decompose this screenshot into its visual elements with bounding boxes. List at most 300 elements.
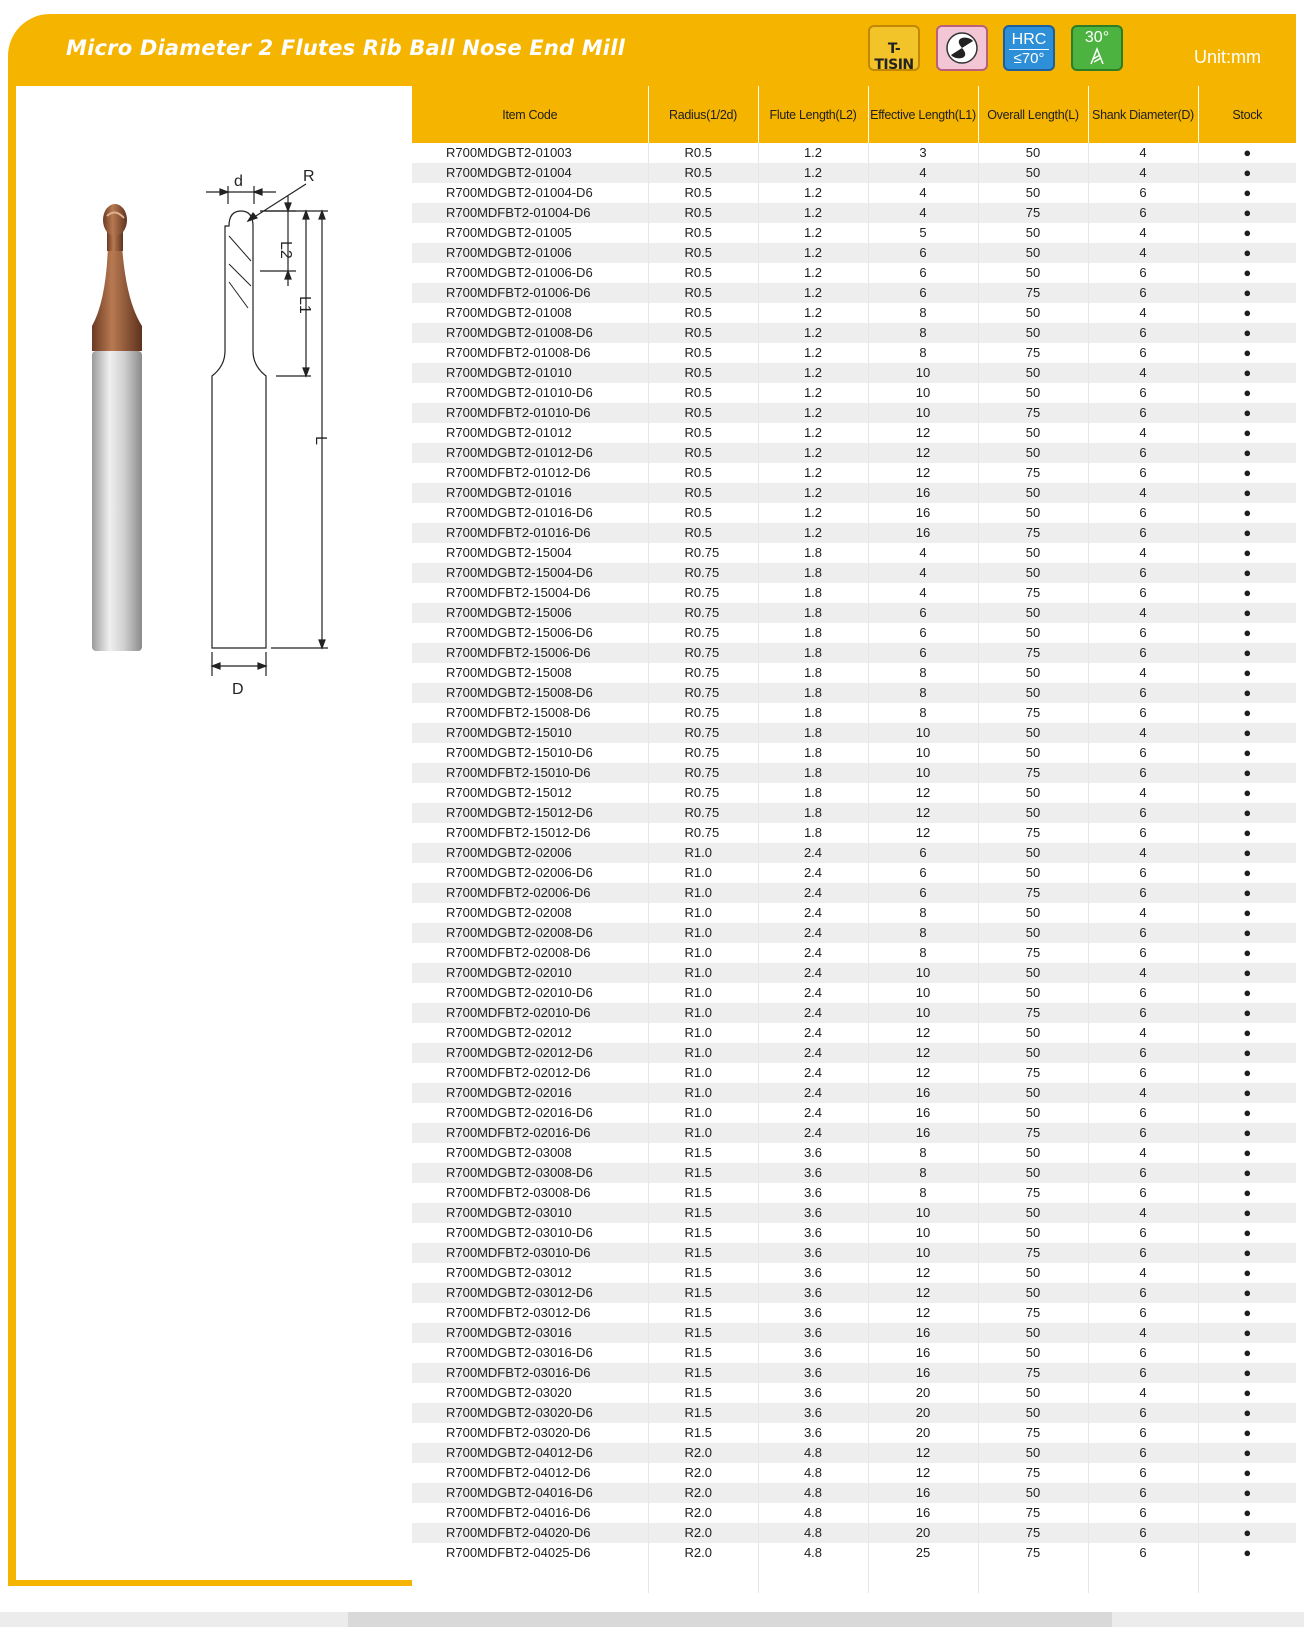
stock-dot-icon: ● — [1198, 483, 1296, 503]
cell-item-code: R700MDGBT2-01005 — [412, 223, 648, 243]
cell-shank-diameter: 6 — [1088, 403, 1198, 423]
dim-d-shank-label: D — [232, 681, 244, 698]
cell-shank-diameter: 6 — [1088, 463, 1198, 483]
cell-shank-diameter: 4 — [1088, 423, 1198, 443]
cell-flute-length: 1.8 — [758, 623, 868, 643]
cell-overall-length: 50 — [978, 183, 1088, 203]
cell-shank-diameter: 4 — [1088, 1203, 1198, 1223]
cell-shank-diameter: 4 — [1088, 223, 1198, 243]
cell-shank-diameter: 4 — [1088, 903, 1198, 923]
cell-radius: R2.0 — [648, 1523, 758, 1543]
cell-radius: R0.5 — [648, 383, 758, 403]
stock-dot-icon: ● — [1198, 1163, 1296, 1183]
cell-flute-length: 1.2 — [758, 383, 868, 403]
col-overall-length: Overall Length(L) — [978, 86, 1088, 143]
cell-shank-diameter: 6 — [1088, 683, 1198, 703]
cell-overall-length: 50 — [978, 1103, 1088, 1123]
cell-shank-diameter: 6 — [1088, 1043, 1198, 1063]
cell-effective-length: 16 — [868, 503, 978, 523]
cell-radius: R1.0 — [648, 1063, 758, 1083]
cell-radius: R1.5 — [648, 1403, 758, 1423]
cell-effective-length: 6 — [868, 623, 978, 643]
cell-item-code: R700MDFBT2-01010-D6 — [412, 403, 648, 423]
cell-item-code: R700MDFBT2-03012-D6 — [412, 1303, 648, 1323]
table-row — [412, 263, 1296, 283]
cell-effective-length: 5 — [868, 223, 978, 243]
cell-overall-length: 50 — [978, 243, 1088, 263]
cell-flute-length: 1.2 — [758, 483, 868, 503]
cell-shank-diameter: 6 — [1088, 763, 1198, 783]
cell-flute-length: 3.6 — [758, 1343, 868, 1363]
stock-dot-icon: ● — [1198, 203, 1296, 223]
cell-effective-length: 8 — [868, 663, 978, 683]
cell-effective-length: 6 — [868, 603, 978, 623]
cell-effective-length: 10 — [868, 1223, 978, 1243]
stock-dot-icon: ● — [1198, 743, 1296, 763]
stock-dot-icon: ● — [1198, 503, 1296, 523]
stock-dot-icon: ● — [1198, 1443, 1296, 1463]
cell-radius: R0.75 — [648, 763, 758, 783]
cell-radius: R0.75 — [648, 603, 758, 623]
page-title: Micro Diameter 2 Flutes Rib Ball Nose End Mill — [66, 36, 626, 60]
cell-overall-length: 50 — [978, 143, 1088, 163]
cell-shank-diameter: 4 — [1088, 1383, 1198, 1403]
cell-overall-length: 50 — [978, 1143, 1088, 1163]
cell-overall-length: 50 — [978, 743, 1088, 763]
stock-dot-icon: ● — [1198, 803, 1296, 823]
cell-item-code: R700MDGBT2-02006-D6 — [412, 863, 648, 883]
cell-item-code: R700MDGBT2-15006-D6 — [412, 623, 648, 643]
cell-effective-length: 10 — [868, 383, 978, 403]
cell-item-code: R700MDGBT2-03008 — [412, 1143, 648, 1163]
cell-flute-length: 2.4 — [758, 983, 868, 1003]
cell-effective-length: 12 — [868, 1263, 978, 1283]
cell-item-code: R700MDGBT2-15008 — [412, 663, 648, 683]
cell-effective-length: 8 — [868, 1183, 978, 1203]
cell-flute-length: 3.6 — [758, 1423, 868, 1443]
cell-overall-length: 50 — [978, 503, 1088, 523]
cell-flute-length: 1.8 — [758, 643, 868, 663]
table-row — [412, 1123, 1296, 1143]
cell-overall-length: 50 — [978, 903, 1088, 923]
cell-overall-length: 75 — [978, 343, 1088, 363]
cell-radius: R1.0 — [648, 1023, 758, 1043]
stock-dot-icon: ● — [1198, 323, 1296, 343]
cell-effective-length: 16 — [868, 1503, 978, 1523]
cell-overall-length: 50 — [978, 483, 1088, 503]
cell-overall-length: 50 — [978, 683, 1088, 703]
cell-flute-length: 3.6 — [758, 1143, 868, 1163]
cell-shank-diameter: 6 — [1088, 1543, 1198, 1563]
table-row — [412, 983, 1296, 1003]
cell-overall-length: 50 — [978, 623, 1088, 643]
cell-radius: R1.5 — [648, 1223, 758, 1243]
cell-item-code: R700MDGBT2-02006 — [412, 843, 648, 863]
cell-overall-length: 50 — [978, 263, 1088, 283]
hardness-bottom: ≤70° — [1009, 49, 1049, 67]
specification-table — [412, 86, 1296, 1593]
cell-shank-diameter: 6 — [1088, 743, 1198, 763]
filler-cell — [868, 1563, 978, 1593]
cell-radius: R0.5 — [648, 363, 758, 383]
table-row — [412, 323, 1296, 343]
table-row — [412, 483, 1296, 503]
hardness-badge — [1003, 25, 1055, 71]
cell-overall-length: 50 — [978, 563, 1088, 583]
cell-effective-length: 8 — [868, 1143, 978, 1163]
cell-overall-length: 75 — [978, 1183, 1088, 1203]
cell-flute-length: 4.8 — [758, 1503, 868, 1523]
cell-flute-length: 1.2 — [758, 403, 868, 423]
cell-item-code: R700MDFBT2-04012-D6 — [412, 1463, 648, 1483]
cell-item-code: R700MDGBT2-03010-D6 — [412, 1223, 648, 1243]
cell-radius: R1.0 — [648, 883, 758, 903]
table-row — [412, 563, 1296, 583]
cell-effective-length: 3 — [868, 143, 978, 163]
cell-overall-length: 75 — [978, 523, 1088, 543]
cell-item-code: R700MDGBT2-15012 — [412, 783, 648, 803]
cell-item-code: R700MDGBT2-02016 — [412, 1083, 648, 1103]
cell-flute-length: 4.8 — [758, 1523, 868, 1543]
cell-overall-length: 75 — [978, 1123, 1088, 1143]
cell-flute-length: 1.2 — [758, 203, 868, 223]
dim-l1-label: L1 — [296, 296, 313, 314]
stock-dot-icon: ● — [1198, 383, 1296, 403]
cell-item-code: R700MDFBT2-15012-D6 — [412, 823, 648, 843]
cell-flute-length: 4.8 — [758, 1543, 868, 1563]
cell-overall-length: 50 — [978, 383, 1088, 403]
table-row — [412, 403, 1296, 423]
stock-dot-icon: ● — [1198, 1503, 1296, 1523]
cell-shank-diameter: 4 — [1088, 843, 1198, 863]
cell-flute-length: 1.2 — [758, 323, 868, 343]
stock-dot-icon: ● — [1198, 663, 1296, 683]
table-row — [412, 1383, 1296, 1403]
stock-dot-icon: ● — [1198, 1003, 1296, 1023]
cell-flute-length: 1.8 — [758, 803, 868, 823]
cell-flute-length: 3.6 — [758, 1403, 868, 1423]
cell-shank-diameter: 6 — [1088, 1443, 1198, 1463]
cell-flute-length: 1.2 — [758, 303, 868, 323]
table-row — [412, 423, 1296, 443]
table-row — [412, 923, 1296, 943]
cell-radius: R1.0 — [648, 903, 758, 923]
stock-dot-icon: ● — [1198, 1043, 1296, 1063]
cell-radius: R1.0 — [648, 943, 758, 963]
cell-overall-length: 50 — [978, 663, 1088, 683]
cell-effective-length: 20 — [868, 1383, 978, 1403]
cell-shank-diameter: 4 — [1088, 543, 1198, 563]
table-row — [412, 883, 1296, 903]
col-effective-length: Effective Length(L1) — [868, 86, 978, 143]
cell-flute-length: 4.8 — [758, 1443, 868, 1463]
table-row — [412, 663, 1296, 683]
cell-overall-length: 75 — [978, 763, 1088, 783]
cell-flute-length: 1.2 — [758, 223, 868, 243]
table-row — [412, 443, 1296, 463]
table-row — [412, 1463, 1296, 1483]
footer-bar — [348, 1612, 1112, 1627]
cell-shank-diameter: 4 — [1088, 143, 1198, 163]
cell-flute-length: 3.6 — [758, 1163, 868, 1183]
table-row — [412, 1503, 1296, 1523]
cell-radius: R2.0 — [648, 1483, 758, 1503]
cell-radius: R1.0 — [648, 983, 758, 1003]
cell-overall-length: 50 — [978, 1023, 1088, 1043]
cell-overall-length: 50 — [978, 163, 1088, 183]
table-row — [412, 1023, 1296, 1043]
table-row — [412, 1363, 1296, 1383]
cell-flute-length: 2.4 — [758, 1103, 868, 1123]
cell-flute-length: 2.4 — [758, 1063, 868, 1083]
cell-shank-diameter: 6 — [1088, 643, 1198, 663]
cell-effective-length: 6 — [868, 283, 978, 303]
cell-overall-length: 50 — [978, 363, 1088, 383]
cell-shank-diameter: 6 — [1088, 1523, 1198, 1543]
stock-dot-icon: ● — [1198, 403, 1296, 423]
table-row — [412, 523, 1296, 543]
table-row — [412, 1403, 1296, 1423]
cell-shank-diameter: 6 — [1088, 1403, 1198, 1423]
cell-item-code: R700MDFBT2-15004-D6 — [412, 583, 648, 603]
table-row — [412, 623, 1296, 643]
table-row — [412, 1103, 1296, 1123]
cell-item-code: R700MDFBT2-02010-D6 — [412, 1003, 648, 1023]
cell-effective-length: 12 — [868, 463, 978, 483]
table-row — [412, 583, 1296, 603]
coating-badge — [868, 25, 920, 71]
cell-shank-diameter: 6 — [1088, 1243, 1198, 1263]
cell-overall-length: 50 — [978, 803, 1088, 823]
cell-shank-diameter: 6 — [1088, 1423, 1198, 1443]
cell-shank-diameter: 6 — [1088, 883, 1198, 903]
cell-effective-length: 4 — [868, 563, 978, 583]
cell-item-code: R700MDGBT2-15008-D6 — [412, 683, 648, 703]
cell-flute-length: 1.8 — [758, 763, 868, 783]
cell-radius: R1.5 — [648, 1263, 758, 1283]
cell-item-code: R700MDFBT2-01004-D6 — [412, 203, 648, 223]
cell-effective-length: 10 — [868, 363, 978, 383]
stock-dot-icon: ● — [1198, 1403, 1296, 1423]
cell-effective-length: 6 — [868, 643, 978, 663]
cell-flute-length: 3.6 — [758, 1243, 868, 1263]
cell-radius: R1.0 — [648, 1003, 758, 1023]
cell-radius: R0.5 — [648, 203, 758, 223]
cell-item-code: R700MDGBT2-02008 — [412, 903, 648, 923]
cell-item-code: R700MDFBT2-03008-D6 — [412, 1183, 648, 1203]
stock-dot-icon: ● — [1198, 1263, 1296, 1283]
stock-dot-icon: ● — [1198, 843, 1296, 863]
cell-flute-length: 3.6 — [758, 1383, 868, 1403]
cell-shank-diameter: 6 — [1088, 943, 1198, 963]
cell-radius: R0.5 — [648, 503, 758, 523]
cell-item-code: R700MDFBT2-02008-D6 — [412, 943, 648, 963]
stock-dot-icon: ● — [1198, 1143, 1296, 1163]
cell-radius: R0.75 — [648, 563, 758, 583]
table-row — [412, 1523, 1296, 1543]
helix-angle: 30° — [1084, 29, 1110, 46]
cell-radius: R0.5 — [648, 223, 758, 243]
cell-radius: R0.5 — [648, 483, 758, 503]
cell-flute-length: 1.2 — [758, 463, 868, 483]
cell-item-code: R700MDGBT2-01008-D6 — [412, 323, 648, 343]
cell-shank-diameter: 6 — [1088, 1463, 1198, 1483]
cell-overall-length: 50 — [978, 923, 1088, 943]
cell-flute-length: 3.6 — [758, 1363, 868, 1383]
table-row — [412, 843, 1296, 863]
cell-item-code: R700MDFBT2-02006-D6 — [412, 883, 648, 903]
cell-shank-diameter: 6 — [1088, 703, 1198, 723]
cell-flute-length: 3.6 — [758, 1183, 868, 1203]
end-mill-illustration — [16, 86, 412, 786]
cell-item-code: R700MDFBT2-15008-D6 — [412, 703, 648, 723]
cell-shank-diameter: 4 — [1088, 1023, 1198, 1043]
cell-shank-diameter: 6 — [1088, 183, 1198, 203]
table-row — [412, 163, 1296, 183]
cell-overall-length: 75 — [978, 463, 1088, 483]
stock-dot-icon: ● — [1198, 1123, 1296, 1143]
cell-shank-diameter: 4 — [1088, 163, 1198, 183]
cell-overall-length: 75 — [978, 1423, 1088, 1443]
table-row — [412, 763, 1296, 783]
cell-radius: R0.5 — [648, 463, 758, 483]
cell-shank-diameter: 6 — [1088, 1163, 1198, 1183]
cell-radius: R0.5 — [648, 243, 758, 263]
cell-item-code: R700MDGBT2-01010 — [412, 363, 648, 383]
cell-effective-length: 16 — [868, 1103, 978, 1123]
cell-radius: R0.5 — [648, 263, 758, 283]
cell-radius: R0.75 — [648, 643, 758, 663]
cell-radius: R0.75 — [648, 823, 758, 843]
cell-radius: R1.5 — [648, 1283, 758, 1303]
stock-dot-icon: ● — [1198, 903, 1296, 923]
cell-radius: R1.0 — [648, 1043, 758, 1063]
cell-shank-diameter: 6 — [1088, 1223, 1198, 1243]
table-row — [412, 1083, 1296, 1103]
cell-overall-length: 75 — [978, 883, 1088, 903]
dim-r-label: R — [303, 168, 315, 185]
cell-radius: R0.5 — [648, 323, 758, 343]
cell-shank-diameter: 6 — [1088, 623, 1198, 643]
filler-cell — [978, 1563, 1088, 1593]
filler-cell — [1088, 1563, 1198, 1593]
stock-dot-icon: ● — [1198, 363, 1296, 383]
cell-item-code: R700MDFBT2-15006-D6 — [412, 643, 648, 663]
table-row — [412, 943, 1296, 963]
cell-item-code: R700MDGBT2-15004 — [412, 543, 648, 563]
cell-flute-length: 2.4 — [758, 1043, 868, 1063]
cell-flute-length: 1.2 — [758, 423, 868, 443]
cell-item-code: R700MDGBT2-03008-D6 — [412, 1163, 648, 1183]
cell-overall-length: 50 — [978, 1203, 1088, 1223]
stock-dot-icon: ● — [1198, 243, 1296, 263]
table-row — [412, 303, 1296, 323]
cell-flute-length: 2.4 — [758, 1023, 868, 1043]
stock-dot-icon: ● — [1198, 603, 1296, 623]
table-row — [412, 1263, 1296, 1283]
cell-overall-length: 75 — [978, 943, 1088, 963]
cell-overall-length: 75 — [978, 1523, 1088, 1543]
cell-overall-length: 75 — [978, 1543, 1088, 1563]
cell-effective-length: 16 — [868, 1343, 978, 1363]
cell-overall-length: 75 — [978, 1503, 1088, 1523]
table-row — [412, 1283, 1296, 1303]
cell-effective-length: 12 — [868, 1043, 978, 1063]
cell-overall-length: 50 — [978, 963, 1088, 983]
cell-shank-diameter: 6 — [1088, 503, 1198, 523]
table-row — [412, 1003, 1296, 1023]
cell-effective-length: 8 — [868, 703, 978, 723]
stock-dot-icon: ● — [1198, 183, 1296, 203]
cell-flute-length: 3.6 — [758, 1263, 868, 1283]
stock-dot-icon: ● — [1198, 943, 1296, 963]
cell-item-code: R700MDGBT2-01010-D6 — [412, 383, 648, 403]
cell-item-code: R700MDGBT2-02016-D6 — [412, 1103, 648, 1123]
cell-shank-diameter: 4 — [1088, 483, 1198, 503]
cell-radius: R0.75 — [648, 703, 758, 723]
cell-effective-length: 4 — [868, 583, 978, 603]
table-row — [412, 683, 1296, 703]
cell-item-code: R700MDGBT2-01003 — [412, 143, 648, 163]
helix-icon — [1087, 47, 1107, 65]
cell-shank-diameter: 4 — [1088, 663, 1198, 683]
cell-flute-length: 2.4 — [758, 903, 868, 923]
cell-item-code: R700MDGBT2-15004-D6 — [412, 563, 648, 583]
cell-overall-length: 75 — [978, 583, 1088, 603]
table-row — [412, 703, 1296, 723]
cell-overall-length: 75 — [978, 283, 1088, 303]
cell-item-code: R700MDGBT2-03020 — [412, 1383, 648, 1403]
cell-shank-diameter: 6 — [1088, 383, 1198, 403]
cell-radius: R1.5 — [648, 1243, 758, 1263]
cell-effective-length: 8 — [868, 943, 978, 963]
table-header-row — [412, 86, 1296, 143]
table-row — [412, 903, 1296, 923]
cell-item-code: R700MDGBT2-03012 — [412, 1263, 648, 1283]
cell-shank-diameter: 6 — [1088, 283, 1198, 303]
table-row — [412, 803, 1296, 823]
cell-effective-length: 4 — [868, 183, 978, 203]
cell-effective-length: 4 — [868, 543, 978, 563]
stock-dot-icon: ● — [1198, 763, 1296, 783]
cell-overall-length: 50 — [978, 1263, 1088, 1283]
cell-effective-length: 10 — [868, 983, 978, 1003]
stock-dot-icon: ● — [1198, 883, 1296, 903]
cell-item-code: R700MDGBT2-15010-D6 — [412, 743, 648, 763]
cell-overall-length: 50 — [978, 1283, 1088, 1303]
cell-radius: R0.5 — [648, 423, 758, 443]
cell-flute-length: 1.2 — [758, 443, 868, 463]
stock-dot-icon: ● — [1198, 1243, 1296, 1263]
table-row — [412, 1143, 1296, 1163]
cell-radius: R1.5 — [648, 1343, 758, 1363]
cell-flute-length: 2.4 — [758, 863, 868, 883]
cell-item-code: R700MDGBT2-15010 — [412, 723, 648, 743]
cell-overall-length: 50 — [978, 1383, 1088, 1403]
cell-radius: R0.5 — [648, 303, 758, 323]
stock-dot-icon: ● — [1198, 283, 1296, 303]
cell-effective-length: 6 — [868, 263, 978, 283]
cell-overall-length: 50 — [978, 1223, 1088, 1243]
cell-overall-length: 50 — [978, 863, 1088, 883]
cell-item-code: R700MDGBT2-01006 — [412, 243, 648, 263]
stock-dot-icon: ● — [1198, 1063, 1296, 1083]
cell-flute-length: 1.2 — [758, 183, 868, 203]
cell-item-code: R700MDGBT2-02012-D6 — [412, 1043, 648, 1063]
cell-flute-length: 1.2 — [758, 363, 868, 383]
cell-shank-diameter: 6 — [1088, 1123, 1198, 1143]
table-row — [412, 863, 1296, 883]
